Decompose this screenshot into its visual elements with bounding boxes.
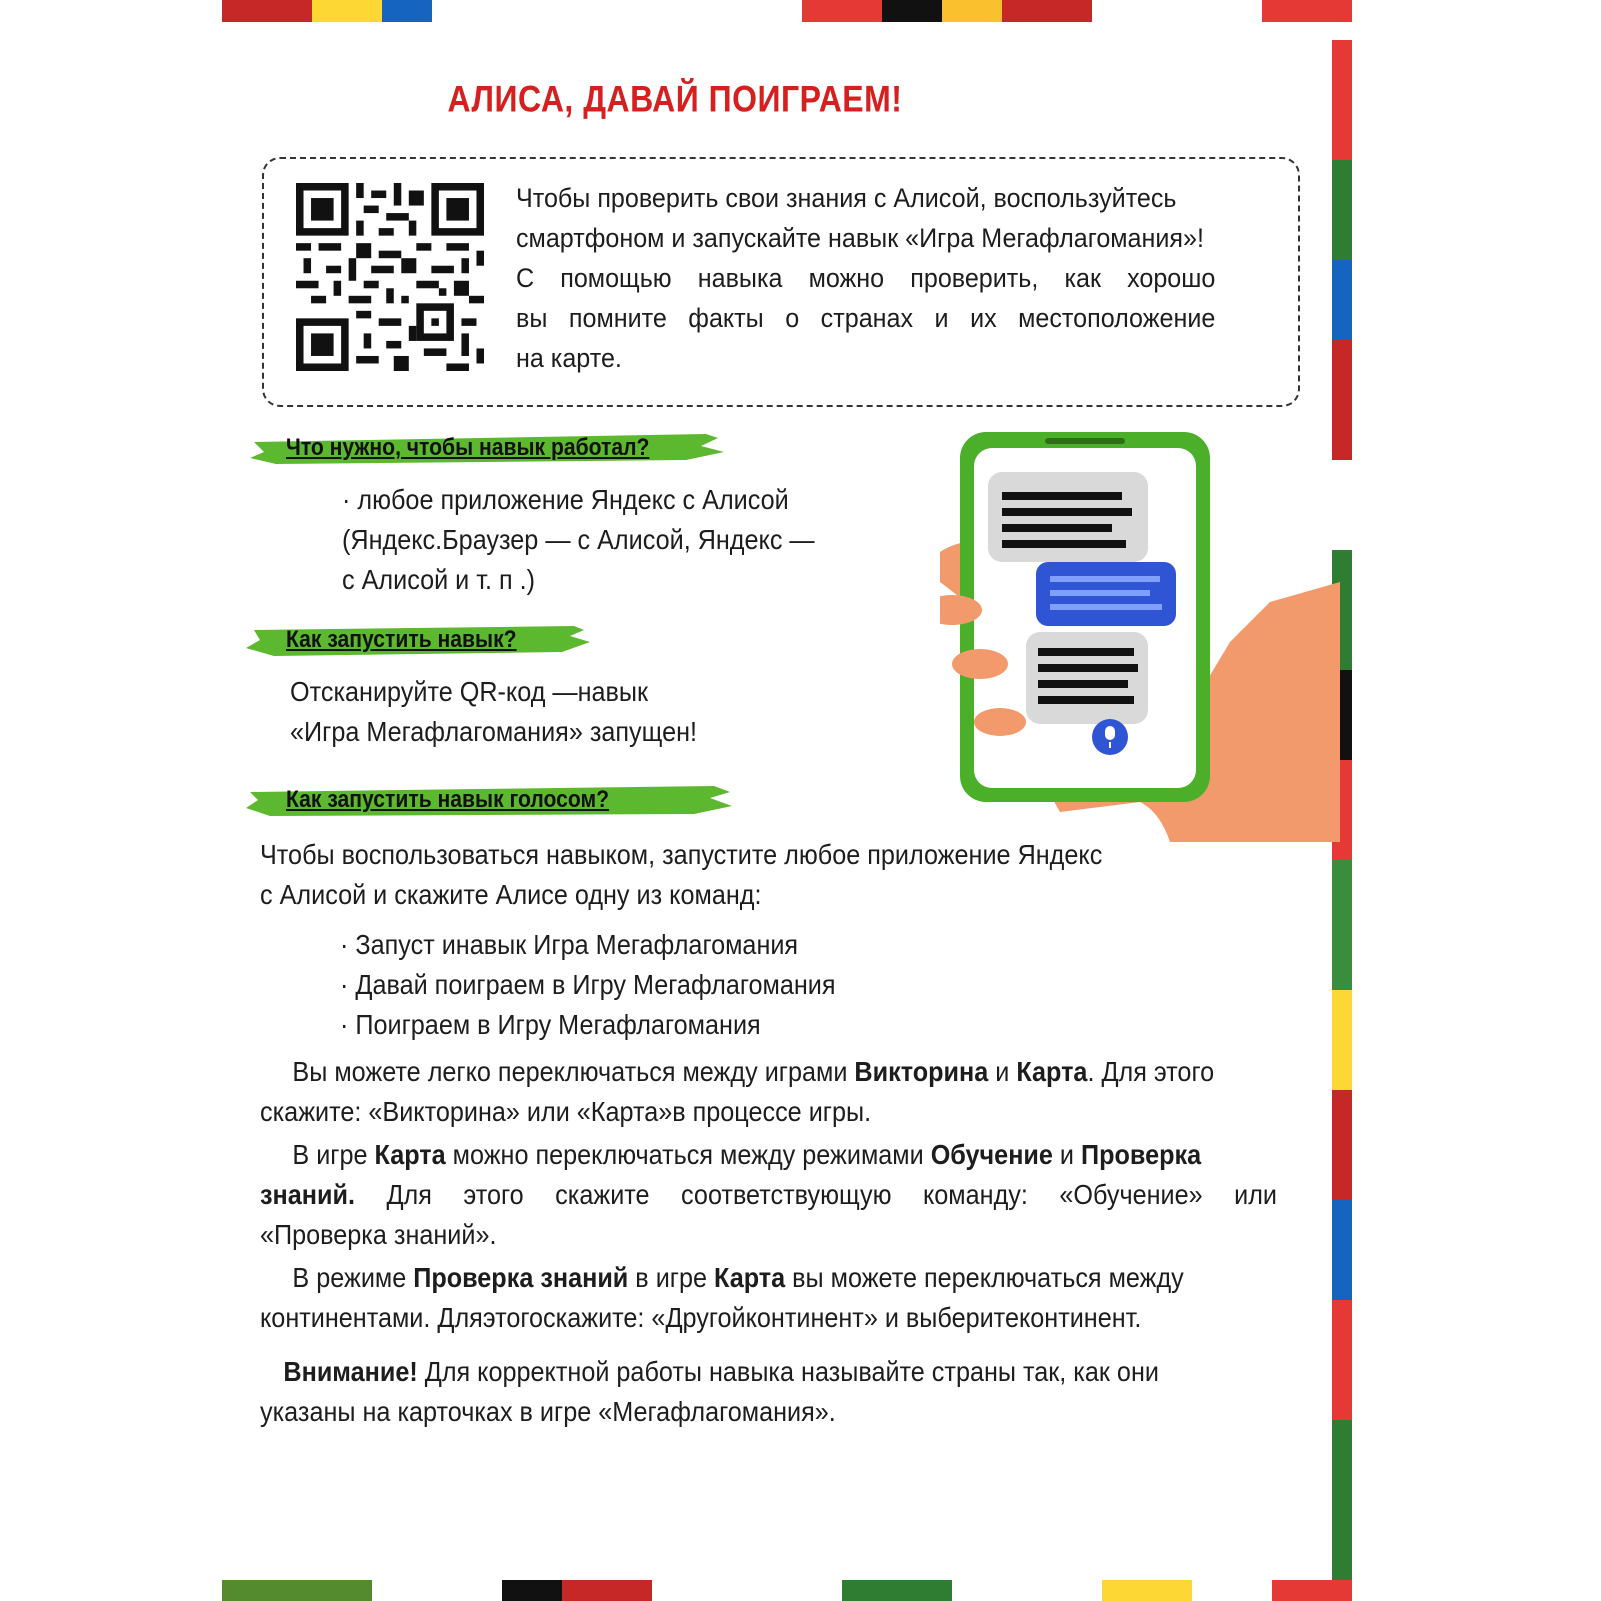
warning-paragraph [260, 1352, 1277, 1432]
requirements-line: с Алисой и т. п .) [342, 564, 536, 595]
intro-line: вы помните факты о странах и их местоположение [516, 303, 1216, 333]
paragraph-modes [260, 1135, 1277, 1255]
qr-code[interactable] [296, 183, 484, 371]
launch-line: Отсканируйте QR-код —навык [290, 676, 649, 707]
page-title: АЛИСА, ДАВАЙ ПОИГРАЕМ! [447, 78, 903, 120]
requirements-line: · любое приложение Яндекс с Алисой [342, 484, 789, 515]
voice-commands-list [340, 925, 835, 1045]
flag-border-bottom [222, 1580, 1352, 1601]
intro-line: С помощью навыка можно проверить, как хорошо [516, 263, 1216, 293]
voice-command-item: · Давай поиграем в Игру Мегафлагомания [340, 969, 836, 1000]
flag-border-top [222, 0, 1352, 22]
intro-text [516, 178, 1215, 378]
section-heading-launch [244, 620, 594, 660]
paragraph-line: В игре Карта можно переключаться между режимами Обучение и Проверка [292, 1139, 1202, 1170]
intro-line: на карте. [516, 343, 622, 373]
requirements-line: (Яндекс.Браузер — с Алисой, Яндекс — [342, 524, 815, 555]
voice-instructions [260, 835, 1102, 915]
paragraph-line: В режиме Проверка знаний в игре Карта вы можете переключаться между [292, 1262, 1184, 1293]
section-heading-label: Как запустить навык? [286, 626, 517, 653]
paragraph-continents [260, 1258, 1277, 1338]
section-heading-voice [244, 780, 734, 820]
paragraph-line: знаний. Для этого скажите соответствующую команду: «Обучение» или [260, 1179, 1277, 1210]
smartphone-illustration [940, 432, 1340, 842]
paragraph-line: «Проверка знаний». [260, 1219, 497, 1250]
paragraph-line: Вы можете легко переключаться между играми Викторина и Карта. Для этого [292, 1056, 1215, 1087]
section-heading-label: Что нужно, чтобы навык работал? [286, 434, 650, 461]
requirements-list [342, 480, 815, 600]
intro-line: Чтобы проверить свои знания с Алисой, воспользуйтесь [516, 183, 1177, 213]
launch-line: «Игра Мегафлагомания» запущен! [290, 716, 698, 747]
paragraph-line: континентами. Дляэтогоскажите: «Другойконтинент» и выберитеконтинент. [260, 1302, 1142, 1333]
section-heading-requirements [246, 428, 726, 468]
intro-line: смартфоном и запускайте навык «Игра Мегафлагомания»! [516, 223, 1204, 253]
voice-command-item: · Поиграем в Игру Мегафлагомания [340, 1009, 761, 1040]
paragraph-line: указаны на карточках в игре «Мегафлагомания». [260, 1396, 836, 1427]
paragraph-games [260, 1052, 1277, 1132]
microphone-icon[interactable] [1092, 719, 1128, 755]
section-heading-label: Как запустить навык голосом? [286, 786, 610, 813]
paragraph-line: Внимание! Для корректной работы навыка называйте страны так, как они [283, 1356, 1159, 1387]
paragraph-line: скажите: «Викторина» или «Карта»в процессе игры. [260, 1096, 872, 1127]
voice-line: Чтобы воспользоваться навыком, запустите любое приложение Яндекс [260, 839, 1103, 870]
voice-line: с Алисой и скажите Алисе одну из команд: [260, 879, 762, 910]
warning-label: Внимание! [283, 1356, 418, 1387]
launch-instructions [290, 672, 697, 752]
voice-command-item: · Запуст инавык Игра Мегафлагомания [340, 929, 799, 960]
